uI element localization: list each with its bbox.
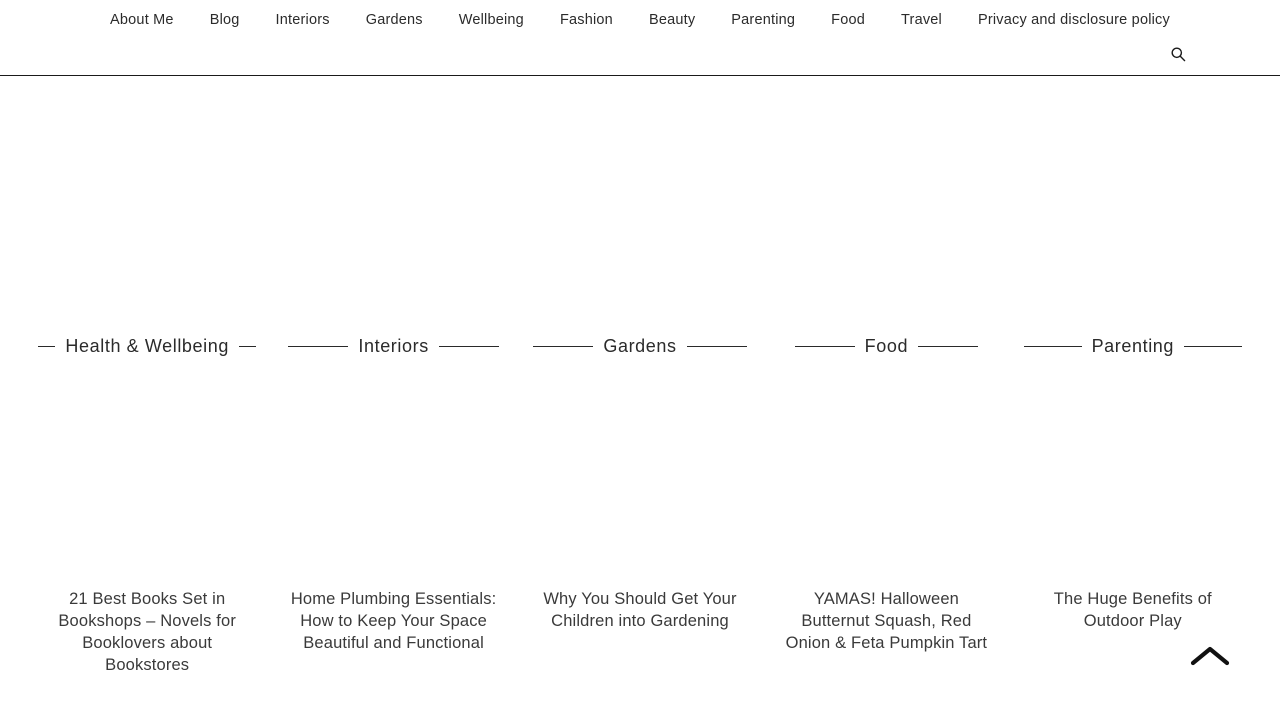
heading-rule-left [288,346,348,347]
post-title[interactable]: Home Plumbing Essentials: How to Keep Your Space Beautiful and Functional [290,590,497,652]
category-heading [284,336,502,357]
post-title[interactable]: Why You Should Get Your Children into Gardening [543,590,737,630]
post-title[interactable]: 21 Best Books Set in Bookshops – Novels for Booklovers about Bookstores [58,590,236,674]
back-to-top-button[interactable] [1188,640,1232,674]
category-feature-image-placeholder [284,76,502,276]
category-title[interactable]: Health & Wellbeing [65,336,229,356]
category-column-gardens [517,76,763,676]
nav-item-about-me[interactable]: About Me [110,12,174,28]
category-heading [531,336,749,357]
category-column-food [763,76,1009,676]
chevron-up-icon [1190,645,1230,670]
heading-rule-right [918,346,978,347]
heading-rule-left [1024,346,1082,347]
site-header [0,0,1280,76]
category-heading [777,336,995,357]
nav-item-gardens[interactable]: Gardens [365,12,423,28]
main-content [0,76,1280,676]
post-thumbnail-placeholder [531,363,749,588]
nav-item-travel[interactable]: Travel [901,12,942,28]
category-title[interactable]: Food [864,336,909,356]
search-icon[interactable] [1168,44,1188,64]
heading-rule-right [439,346,499,347]
nav-item-wellbeing[interactable]: Wellbeing [458,12,524,28]
category-grid [0,76,1280,676]
nav-item-food[interactable]: Food [831,12,866,28]
heading-rule-right [687,346,747,347]
category-column-health-wellbeing [24,76,270,676]
post-title[interactable]: The Huge Benefits of Outdoor Play [1053,590,1212,630]
heading-rule-right [239,346,256,347]
heading-rule-left [795,346,855,347]
heading-rule-left [533,346,593,347]
category-feature-image-placeholder [777,76,995,276]
post-title[interactable]: YAMAS! Halloween Butternut Squash, Red Onion & Feta Pumpkin Tart [785,590,988,652]
category-title[interactable]: Interiors [358,336,429,356]
category-feature-image-placeholder [531,76,749,276]
category-title[interactable]: Gardens [603,336,677,356]
nav-item-parenting[interactable]: Parenting [731,12,796,28]
search-row [0,44,1280,64]
category-feature-image-placeholder [1024,76,1242,276]
nav-item-fashion[interactable]: Fashion [559,12,613,28]
category-heading [38,336,256,357]
heading-rule-left [38,346,55,347]
heading-rule-right [1184,346,1242,347]
nav-item-privacy-and-disclosure-policy[interactable]: Privacy and disclosure policy [977,12,1170,28]
nav-item-beauty[interactable]: Beauty [648,12,696,28]
post-thumbnail-placeholder [284,363,502,588]
post-thumbnail-placeholder [38,363,256,588]
post-thumbnail-placeholder [1024,363,1242,588]
category-heading [1024,336,1242,357]
nav-item-blog[interactable]: Blog [209,12,240,28]
main-navigation [0,0,1280,32]
category-title[interactable]: Parenting [1091,336,1175,356]
category-feature-image-placeholder [38,76,256,276]
category-column-parenting [1010,76,1256,676]
post-thumbnail-placeholder [777,363,995,588]
nav-item-interiors[interactable]: Interiors [275,12,330,28]
category-column-interiors [270,76,516,676]
